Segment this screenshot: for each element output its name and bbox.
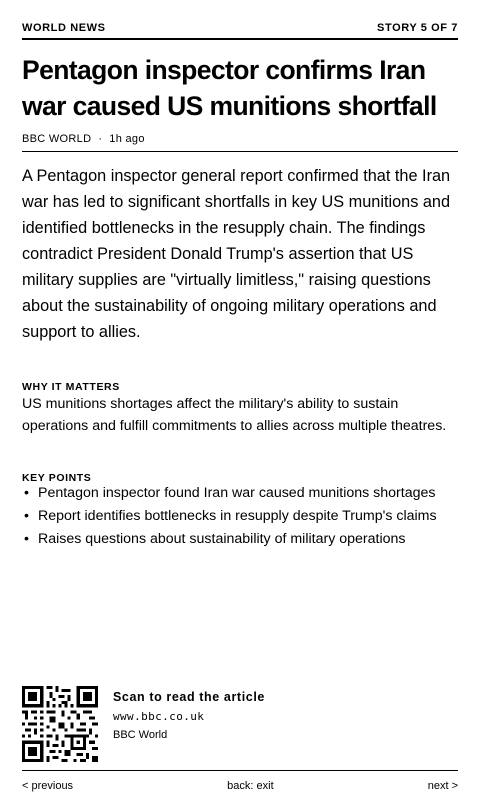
key-points-label: KEY POINTS [22, 472, 92, 484]
byline [22, 133, 145, 145]
headline: Pentagon inspector confirms Iran war caused US munitions shortfall [22, 55, 437, 121]
list-item [22, 529, 458, 550]
section-label: WORLD NEWS [22, 22, 106, 34]
why-it-matters-text: US munitions shortages affect the military's ability to sustain operations and fulfill commitments to allies across multiple theatres. [22, 396, 447, 434]
article-body: A Pentagon inspector general report confirmed that the Iran war has led to significant shortfalls in key US munitions and identified bottlenecks in the resupply chain. The findings contradict President Donald Trump's assertion that US military supplies are "virtually limitless," raising questions about the sustainability of ongoing military operations and support to allies. [22, 167, 451, 341]
list-item [22, 483, 458, 504]
qr-section [22, 686, 265, 762]
previous-button[interactable]: < previous [22, 780, 74, 792]
top-bar [22, 21, 458, 35]
byline-divider [22, 151, 458, 152]
qr-code-icon [22, 686, 98, 762]
key-point-text: Raises questions about sustainability of military operations [38, 531, 406, 547]
bullet-icon: • [24, 508, 29, 524]
bullet-icon: • [24, 485, 29, 501]
bullet-icon: • [24, 531, 29, 547]
why-it-matters-label: WHY IT MATTERS [22, 381, 120, 393]
article-screen [22, 0, 458, 800]
footer-nav [22, 779, 458, 793]
qr-title: Scan to read the article [113, 690, 265, 704]
key-point-text: Pentagon inspector found Iran war caused munitions shortages [38, 485, 436, 501]
top-divider [22, 38, 458, 40]
exit-button[interactable]: back: exit [227, 780, 274, 792]
source-name: BBC WORLD [22, 133, 92, 145]
article-url: www.bbc.co.uk [113, 710, 205, 723]
qr-info [113, 686, 265, 762]
key-points-list [22, 483, 458, 552]
footer-divider [22, 770, 458, 771]
next-button[interactable]: next > [427, 780, 458, 792]
byline-separator: · [98, 133, 103, 145]
list-item [22, 506, 458, 527]
story-counter: STORY 5 OF 7 [377, 22, 458, 34]
timestamp: 1h ago [109, 133, 145, 145]
qr-source: BBC World [113, 729, 168, 741]
key-point-text: Report identifies bottlenecks in resupply despite Trump's claims [38, 508, 437, 524]
